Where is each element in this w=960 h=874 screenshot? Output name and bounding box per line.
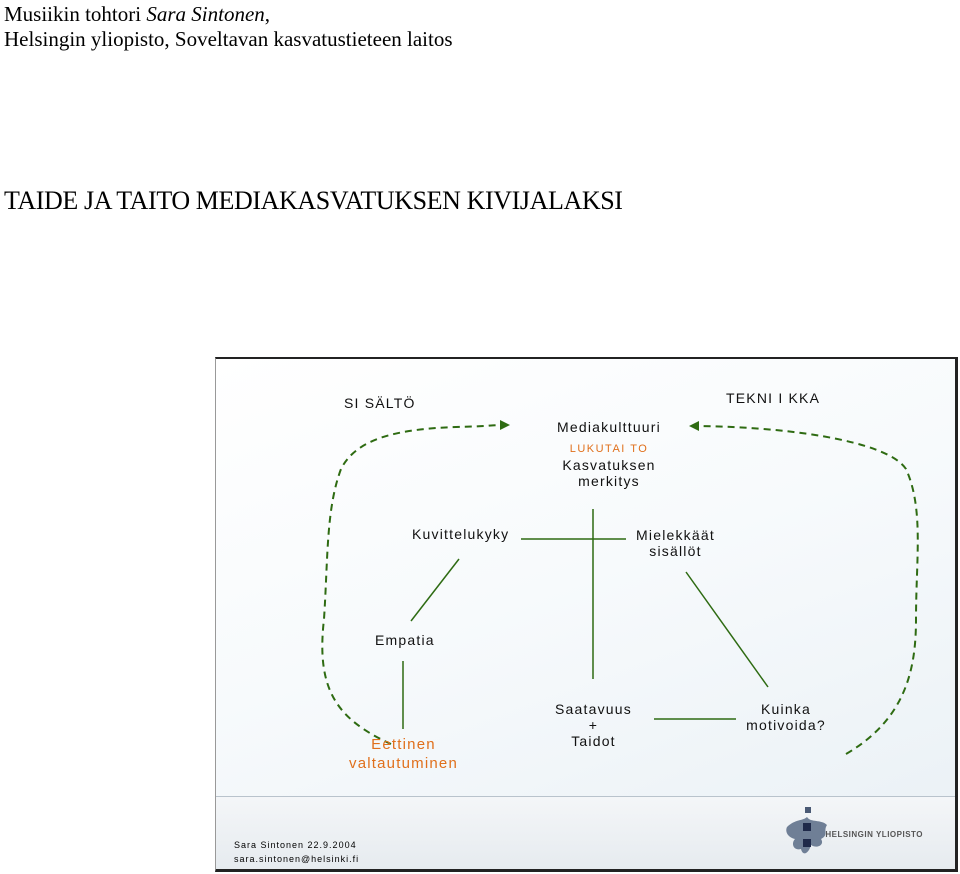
header-prefix: Musiikin tohtori [4, 2, 147, 26]
label-lukutaito: LUKUTAI TO [569, 443, 649, 455]
label-kuinka-line2: motivoida? [746, 717, 826, 733]
label-kuinka-line1: Kuinka [760, 701, 811, 717]
label-kuvittelukyky: Kuvittelukyky [412, 526, 510, 542]
label-mielekkaat-line1: Mielekkäät [636, 527, 715, 543]
label-eettinen-line1: Eettinen [371, 736, 436, 753]
page-title: TAIDE JA TAITO MEDIAKASVATUKSEN KIVIJALAKSI [4, 186, 623, 215]
dashed-loop-left [322, 425, 508, 744]
label-saatavuus-line2: + [588, 717, 599, 733]
line-kuvittelukyky-empatia [411, 559, 459, 621]
footer-author-date: Sara Sintonen 22.9.2004 [234, 840, 357, 850]
label-sisalto: SI SÄLTÖ [344, 395, 416, 411]
label-kasvatuksen-line1: Kasvatuksen [562, 457, 656, 473]
label-kasvatuksen-line2: merkitys [578, 473, 640, 489]
footer-email: sara.sintonen@helsinki.fi [234, 854, 360, 864]
footer-logo-text: HELSINGIN YLIOPISTO [825, 830, 923, 839]
line-mielekkaat-kuinka [686, 572, 768, 687]
header-comma: , [264, 2, 271, 26]
slide-footer [216, 796, 955, 869]
label-tekniikka: TEKNI I KKA [726, 390, 821, 406]
slide [215, 357, 958, 872]
label-saatavuus-line3: Taidot [571, 733, 616, 749]
label-mielekkaat-line2: sisällöt [649, 543, 702, 559]
author-name: Sara Sintonen [146, 2, 265, 26]
header [4, 2, 453, 52]
header-line-1 [4, 2, 453, 27]
label-saatavuus-line1: Saatavuus [555, 701, 632, 717]
label-mediakulttuuri: Mediakulttuuri [557, 419, 661, 435]
header-line-2: Helsingin yliopisto, Soveltavan kasvatustieteen laitos [4, 27, 453, 51]
label-empatia: Empatia [375, 632, 435, 648]
label-eettinen-line2: valtautuminen [349, 755, 458, 772]
